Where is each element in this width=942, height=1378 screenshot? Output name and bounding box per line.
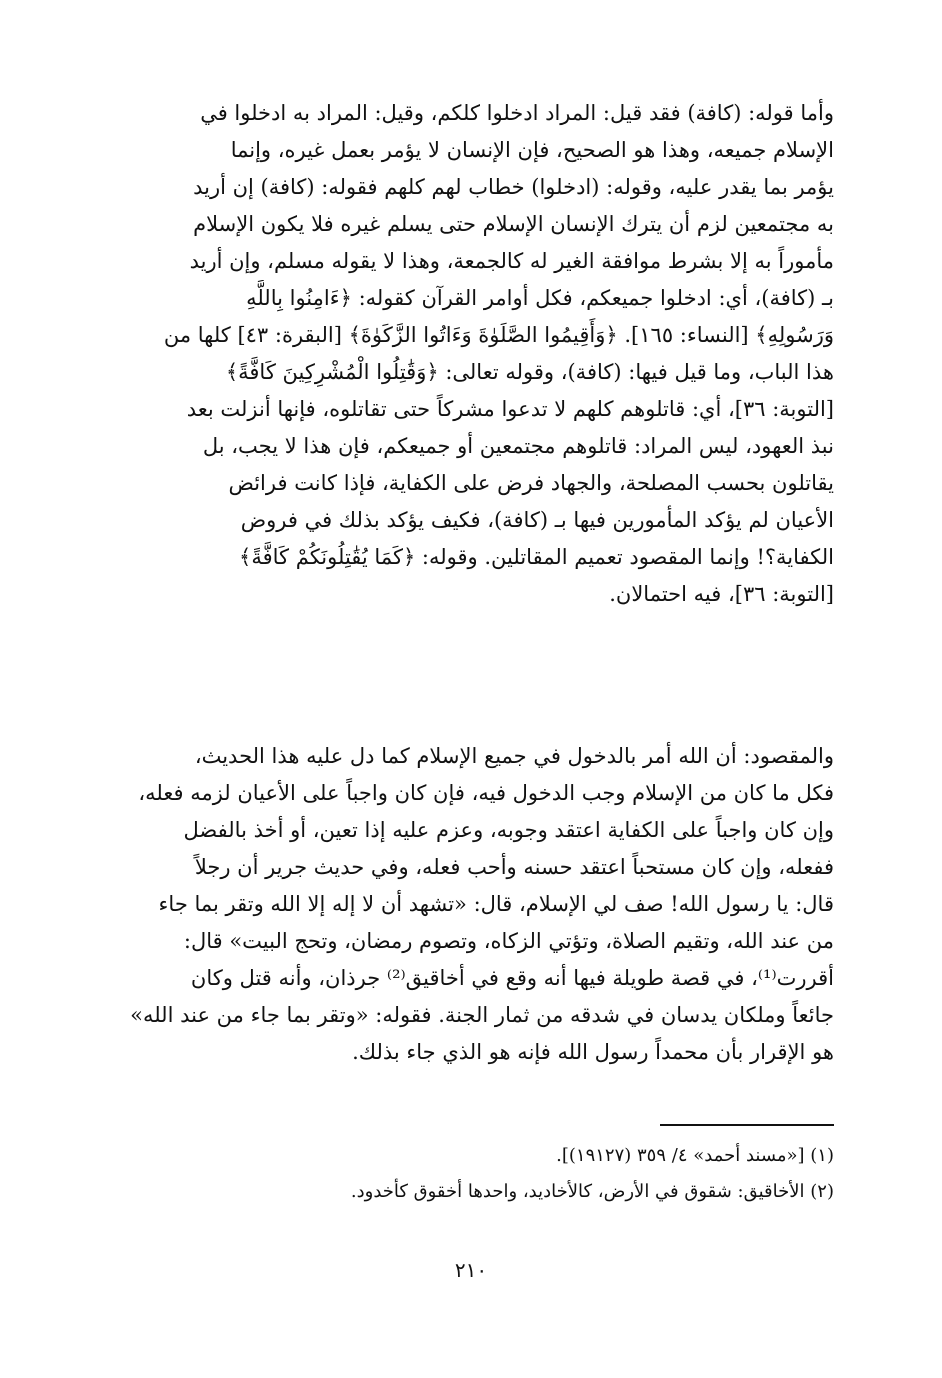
text-line: وأما قوله: (كافة) فقد قيل: المراد ادخلوا كلكم، وقيل: المراد به ادخلوا في — [200, 101, 834, 125]
text-line: الإسلام جميعه، وهذا هو الصحيح، فإن الإنسان لا يؤمر بعمل غيره، وإنما — [230, 138, 834, 162]
text-line: هذا الباب، وما قيل فيها: (كافة)، وقوله تعالى: ﴿وَقَٰتِلُوا الْمُشْرِكِينَ كَافَّةً﴾ — [225, 360, 834, 384]
text-line: قال: يا رسول الله! صف لي الإسلام، قال: «تشهد أن لا إله إلا الله وتقر بما جاء — [158, 892, 834, 916]
text-line: جائعاً وملكان يدسان في شدقه من ثمار الجنة. فقوله: «وتقر بما جاء من عند الله» — [130, 1003, 834, 1027]
text-line: نبذ العهود، ليس المراد: قاتلوهم مجتمعين أو جميعكم، فإن هذا لا يجب، بل — [202, 434, 834, 458]
text-line: [التوبة: ٣٦]، فيه احتمالان. — [609, 582, 834, 606]
paragraph-1 — [116, 95, 834, 613]
footnote: (٢) الأخاقيق: شقوق في الأرض، كالأخاديد، واحدها أخقوق كأخدود. — [350, 1181, 834, 1202]
text-line: وإن كان واجباً على الكفاية اعتقد وجوبه، وعزم عليه إذا تعين، أو أخذ بالفضل — [183, 818, 834, 842]
text-line: أقررت⁽¹⁾، في قصة طويلة فيها أنه وقع في أخاقيق⁽²⁾ جرذان، وأنه قتل وكان — [190, 966, 834, 990]
text-line: يقاتلون بحسب المصلحة، والجهاد فرض على الكفاية، فإذا كانت فرائض — [228, 471, 834, 495]
text-line: مأموراً به إلا بشرط موافقة الغير له كالجمعة، وهذا لا يقوله مسلم، وإن أريد — [189, 249, 834, 273]
footnote: (١) [«مسند أحمد» ٤/ ٣٥٩ (١٩١٢٧)]. — [556, 1145, 834, 1166]
text-line: الكفاية؟! وإنما المقصود تعميم المقاتلين. وقوله: ﴿كَمَا يُقَٰتِلُونَكُمْ كَافَّةً﴾ — [239, 545, 834, 569]
text-line: [التوبة: ٣٦]، أي: قاتلوهم كلهم لا تدعوا مشركاً حتى تقاتلوه، فإنها أنزلت بعد — [186, 397, 834, 421]
text-line: من عند الله، وتقيم الصلاة، وتؤتي الزكاه، وتصوم رمضان، وتحج البيت» قال: — [183, 929, 834, 953]
page-number: ٢١٠ — [454, 1258, 488, 1282]
text-line: والمقصود: أن الله أمر بالدخول في جميع الإسلام كما دل عليه هذا الحديث، — [194, 744, 834, 768]
text-line: به مجتمعين لزم أن يترك الإنسان الإسلام حتى يسلم غيره فلا يكون الإسلام — [193, 212, 834, 236]
footnote-separator — [660, 1124, 834, 1126]
text-line: بـ (كافة)، أي: ادخلوا جميعكم، فكل أوامر القرآن كقوله: ﴿ءَامِنُوا بِاللَّهِ — [246, 286, 834, 310]
text-line: وَرَسُولِهِ﴾ [النساء: ١٦٥]. ﴿وَأَقِيمُوا الصَّلَوٰةَ وَءَاتُوا الزَّكَوٰةَ﴾ [البقرة: ٤٣] كلها من — [163, 323, 834, 347]
text-line: يؤمر بما يقدر عليه، وقوله: (ادخلوا) خطاب لهم كلهم فقوله: (كافة) إن أريد — [193, 175, 834, 199]
text-line: الأعيان لم يؤكد المأمورين فيها بـ (كافة)، فكيف يؤكد بذلك في فروض — [240, 508, 834, 532]
footnotes — [116, 1138, 834, 1210]
paragraph-2 — [116, 738, 834, 1071]
text-line: فكل ما كان من الإسلام وجب الدخول فيه، فإن كان واجباً على الأعيان لزمه فعله، — [138, 781, 834, 805]
text-line: ففعله، وإن كان مستحباً اعتقد حسنه وأحب فعله، وفي حديث جرير أن رجلاً — [194, 855, 834, 879]
text-line: هو الإقرار بأن محمداً رسول الله فإنه هو الذي جاء بذلك. — [352, 1040, 834, 1064]
